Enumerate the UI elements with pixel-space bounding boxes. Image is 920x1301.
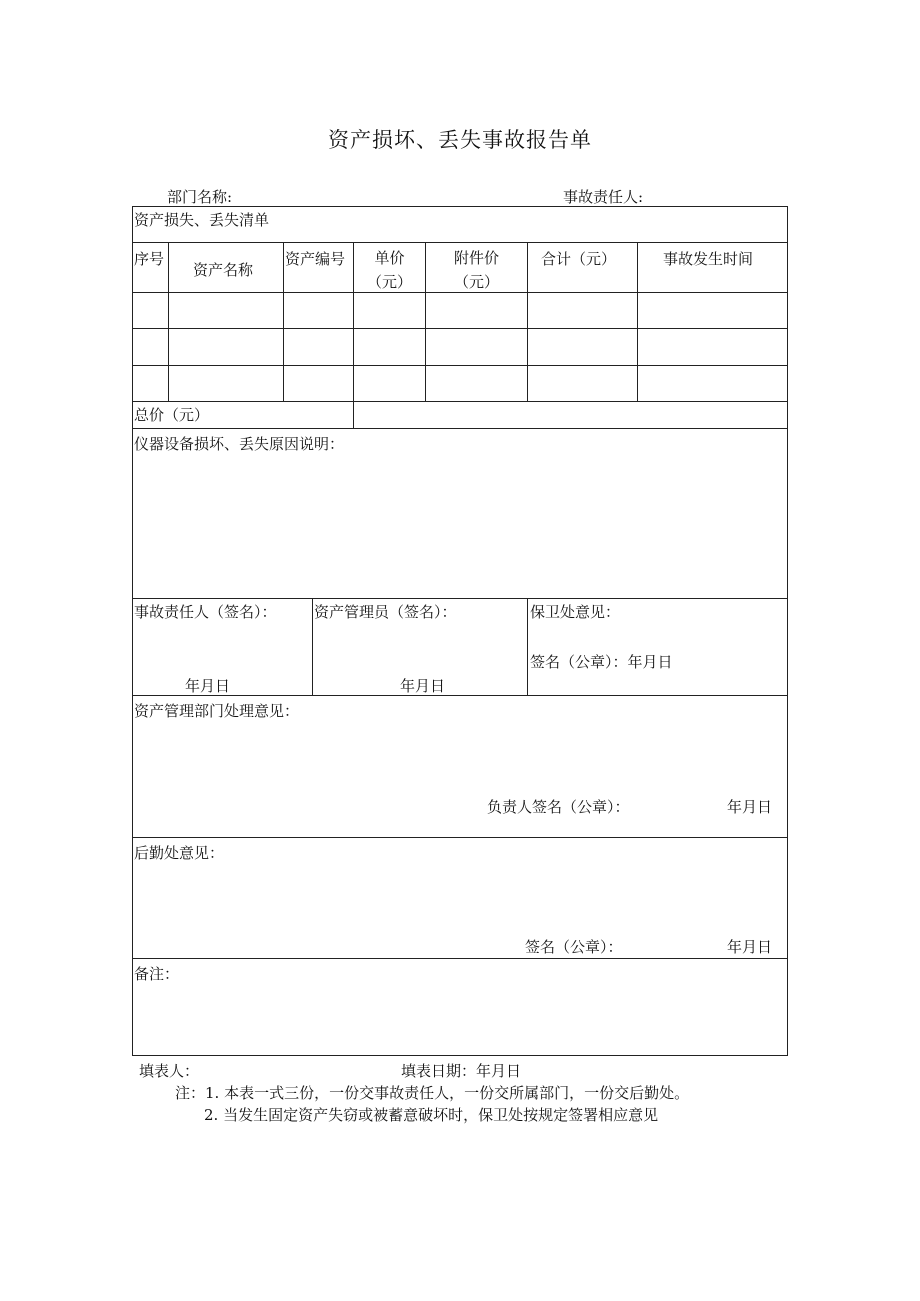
total-price-label: 总价（元） (134, 406, 210, 424)
security-opinion-label: 保卫处意见： (530, 603, 621, 621)
responsible-signature-date: 年月日 (185, 677, 231, 695)
responsible-person-label: 事故责任人: (563, 188, 644, 206)
department-label: 部门名称: (167, 188, 233, 206)
form-title: 资产损坏、丢失事故报告单 (328, 128, 592, 152)
responsible-signature-label: 事故责任人（签名）： (134, 603, 277, 621)
remarks-label: 备注： (134, 965, 180, 983)
logistics-signature: 签名（公章）： (525, 938, 623, 956)
column-header-accessory-price: 附件价 （元） (453, 249, 499, 291)
filler-label: 填表人： (139, 1062, 200, 1080)
fill-date-label: 填表日期：年月日 (401, 1062, 522, 1080)
logistics-opinion-label: 后勤处意见： (134, 844, 225, 862)
column-header-unit-price: 单价 （元） (366, 249, 412, 291)
asset-dept-signature: 负责人签名（公章）： (487, 798, 630, 816)
column-header-incident-time: 事故发生时间 (663, 250, 754, 268)
asset-dept-date: 年月日 (727, 798, 773, 816)
column-header-name: 资产名称 (193, 261, 254, 279)
column-header-seq: 序号 (134, 250, 165, 268)
reason-label: 仪器设备损坏、丢失原因说明： (134, 435, 345, 453)
logistics-date: 年月日 (727, 938, 773, 956)
asset-manager-signature-date: 年月日 (400, 677, 446, 695)
security-signature: 签名（公章）：年月日 (530, 653, 673, 671)
footnote-2: 2. 当发生固定资产失窃或被蓄意破坏时，保卫处按规定签署相应意见 (204, 1106, 659, 1124)
asset-list-section-label: 资产损失、丢失清单 (134, 211, 270, 229)
column-header-subtotal: 合计（元） (541, 250, 617, 268)
asset-manager-signature-label: 资产管理员（签名）： (314, 603, 457, 621)
asset-dept-opinion-label: 资产管理部门处理意见： (134, 702, 300, 720)
column-header-code: 资产编号 (285, 250, 346, 268)
footnote-1: 注：1. 本表一式三份，一份交事故责任人，一份交所属部门，一份交后勤处。 (175, 1084, 690, 1102)
